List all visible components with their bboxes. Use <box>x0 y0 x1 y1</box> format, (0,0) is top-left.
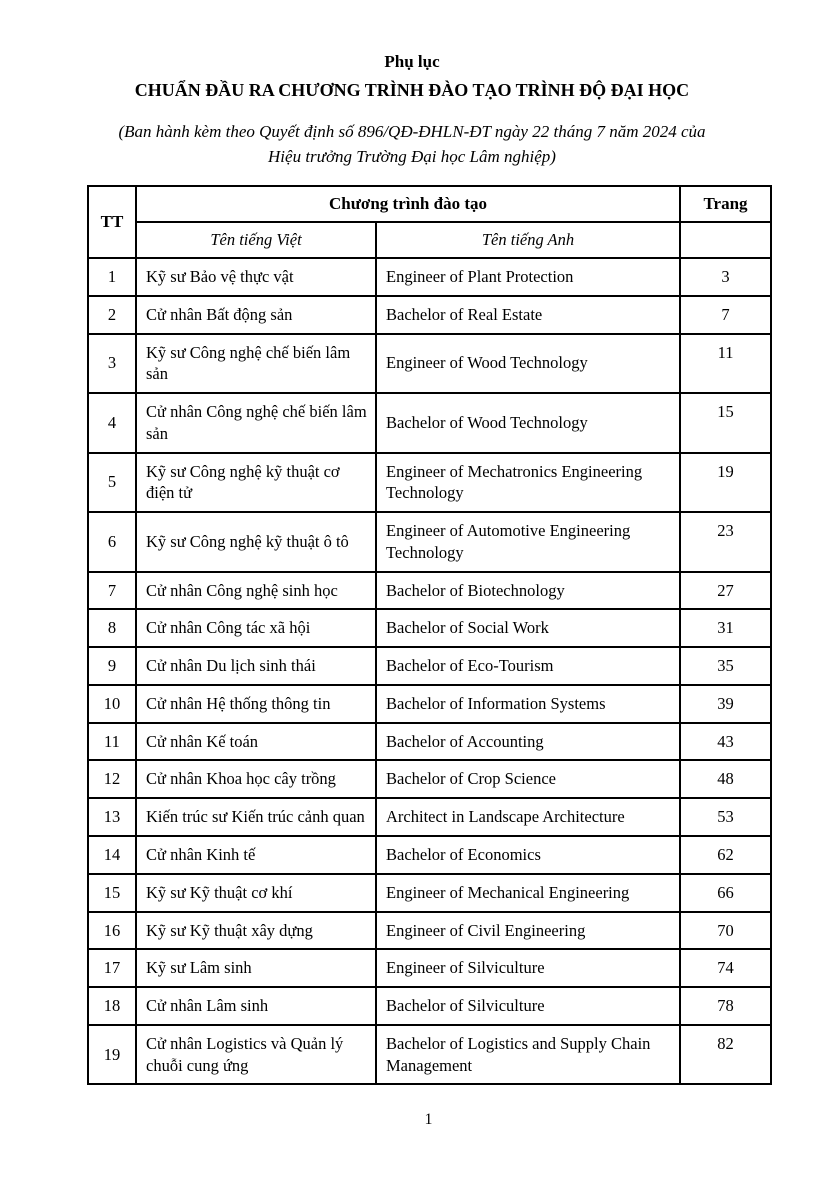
program-page-number: 66 <box>680 874 771 912</box>
program-page-number: 62 <box>680 836 771 874</box>
page-title: CHUẨN ĐẦU RA CHƯƠNG TRÌNH ĐÀO TẠO TRÌNH ĐỘ ĐẠI HỌC <box>134 80 690 101</box>
table-row <box>88 453 771 513</box>
program-page-number: 43 <box>680 723 771 761</box>
program-english-name: Bachelor of Information Systems <box>376 685 680 723</box>
program-page-number: 3 <box>680 258 771 296</box>
column-header-english-name: Tên tiếng Anh <box>376 222 680 258</box>
row-index: 19 <box>88 1025 136 1085</box>
program-english-name: Bachelor of Crop Science <box>376 760 680 798</box>
table-row <box>88 949 771 987</box>
program-vietnamese-name: Cử nhân Bất động sản <box>136 296 376 334</box>
row-index: 11 <box>88 723 136 761</box>
program-page-number: 70 <box>680 912 771 950</box>
program-english-name: Bachelor of Social Work <box>376 609 680 647</box>
program-english-name: Engineer of Mechanical Engineering <box>376 874 680 912</box>
column-header-vietnamese-name: Tên tiếng Việt <box>136 222 376 258</box>
row-index: 14 <box>88 836 136 874</box>
table-row <box>88 512 771 572</box>
column-header-page: Trang <box>680 186 771 222</box>
program-english-name: Engineer of Mechatronics Engineering Technology <box>376 453 680 513</box>
table-row <box>88 393 771 453</box>
program-english-name: Bachelor of Real Estate <box>376 296 680 334</box>
row-index: 3 <box>88 334 136 394</box>
table-header-row-2 <box>88 222 771 258</box>
program-page-number: 48 <box>680 760 771 798</box>
program-page-number: 35 <box>680 647 771 685</box>
program-english-name: Engineer of Civil Engineering <box>376 912 680 950</box>
program-page-number: 23 <box>680 512 771 572</box>
row-index: 6 <box>88 512 136 572</box>
table-row <box>88 874 771 912</box>
program-page-number: 11 <box>680 334 771 394</box>
program-vietnamese-name: Cử nhân Công tác xã hội <box>136 609 376 647</box>
table-header-row-1 <box>88 186 771 222</box>
row-index: 13 <box>88 798 136 836</box>
program-vietnamese-name: Cử nhân Khoa học cây trồng <box>136 760 376 798</box>
program-english-name: Engineer of Wood Technology <box>376 334 680 394</box>
program-page-number: 19 <box>680 453 771 513</box>
appendix-label: Phụ lục <box>384 52 440 71</box>
program-vietnamese-name: Cử nhân Công nghệ sinh học <box>136 572 376 610</box>
program-english-name: Bachelor of Biotechnology <box>376 572 680 610</box>
program-vietnamese-name: Cử nhân Hệ thống thông tin <box>136 685 376 723</box>
table-row <box>88 912 771 950</box>
program-page-number: 74 <box>680 949 771 987</box>
program-english-name: Engineer of Plant Protection <box>376 258 680 296</box>
table-row <box>88 798 771 836</box>
table-body <box>88 258 771 1084</box>
program-vietnamese-name: Cử nhân Lâm sinh <box>136 987 376 1025</box>
issuance-subtitle <box>0 119 824 170</box>
program-vietnamese-name: Cử nhân Logistics và Quản lý chuỗi cung ứng <box>136 1025 376 1085</box>
program-vietnamese-name: Cử nhân Công nghệ chế biến lâm sản <box>136 393 376 453</box>
table-row <box>88 685 771 723</box>
program-english-name: Engineer of Automotive Engineering Technology <box>376 512 680 572</box>
column-header-page-empty <box>680 222 771 258</box>
issuance-subtitle-line2: Hiệu trưởng Trường Đại học Lâm nghiệp) <box>268 147 556 167</box>
page-footer <box>87 1111 770 1129</box>
program-english-name: Bachelor of Accounting <box>376 723 680 761</box>
program-vietnamese-name: Cử nhân Kế toán <box>136 723 376 761</box>
row-index: 17 <box>88 949 136 987</box>
row-index: 7 <box>88 572 136 610</box>
row-index: 16 <box>88 912 136 950</box>
program-vietnamese-name: Kỹ sư Bảo vệ thực vật <box>136 258 376 296</box>
row-index: 15 <box>88 874 136 912</box>
table-head <box>88 186 771 258</box>
program-english-name: Bachelor of Eco-Tourism <box>376 647 680 685</box>
row-index: 10 <box>88 685 136 723</box>
program-vietnamese-name: Kiến trúc sư Kiến trúc cảnh quan <box>136 798 376 836</box>
program-page-number: 39 <box>680 685 771 723</box>
footer-page-number: 1 <box>424 1111 433 1129</box>
table-row <box>88 647 771 685</box>
program-vietnamese-name: Kỹ sư Công nghệ chế biến lâm sản <box>136 334 376 394</box>
table-row <box>88 836 771 874</box>
program-english-name: Bachelor of Silviculture <box>376 987 680 1025</box>
table-row <box>88 1025 771 1085</box>
row-index: 5 <box>88 453 136 513</box>
table-row <box>88 572 771 610</box>
program-vietnamese-name: Kỹ sư Công nghệ kỹ thuật ô tô <box>136 512 376 572</box>
row-index: 1 <box>88 258 136 296</box>
program-english-name: Architect in Landscape Architecture <box>376 798 680 836</box>
table-row <box>88 334 771 394</box>
program-vietnamese-name: Kỹ sư Kỹ thuật cơ khí <box>136 874 376 912</box>
row-index: 2 <box>88 296 136 334</box>
program-page-number: 27 <box>680 572 771 610</box>
column-header-program-group: Chương trình đào tạo <box>136 186 680 222</box>
program-table <box>87 185 772 1085</box>
program-english-name: Engineer of Silviculture <box>376 949 680 987</box>
row-index: 18 <box>88 987 136 1025</box>
table-row <box>88 258 771 296</box>
program-vietnamese-name: Cử nhân Du lịch sinh thái <box>136 647 376 685</box>
program-page-number: 7 <box>680 296 771 334</box>
program-vietnamese-name: Kỹ sư Lâm sinh <box>136 949 376 987</box>
program-page-number: 31 <box>680 609 771 647</box>
document-header <box>0 0 824 170</box>
row-index: 9 <box>88 647 136 685</box>
table-row <box>88 987 771 1025</box>
program-english-name: Bachelor of Economics <box>376 836 680 874</box>
row-index: 8 <box>88 609 136 647</box>
program-vietnamese-name: Cử nhân Kinh tế <box>136 836 376 874</box>
program-vietnamese-name: Kỹ sư Công nghệ kỹ thuật cơ điện tử <box>136 453 376 513</box>
program-page-number: 82 <box>680 1025 771 1085</box>
column-header-tt: TT <box>88 186 136 258</box>
issuance-subtitle-line1: (Ban hành kèm theo Quyết định số 896/QĐ-ĐHLN-ĐT ngày 22 tháng 7 năm 2024 của <box>118 121 706 141</box>
program-page-number: 15 <box>680 393 771 453</box>
program-vietnamese-name: Kỹ sư Kỹ thuật xây dựng <box>136 912 376 950</box>
table-row <box>88 723 771 761</box>
program-page-number: 78 <box>680 987 771 1025</box>
program-page-number: 53 <box>680 798 771 836</box>
row-index: 12 <box>88 760 136 798</box>
row-index: 4 <box>88 393 136 453</box>
program-english-name: Bachelor of Logistics and Supply Chain Management <box>376 1025 680 1085</box>
table-row <box>88 760 771 798</box>
table-row <box>88 296 771 334</box>
program-english-name: Bachelor of Wood Technology <box>376 393 680 453</box>
table-row <box>88 609 771 647</box>
